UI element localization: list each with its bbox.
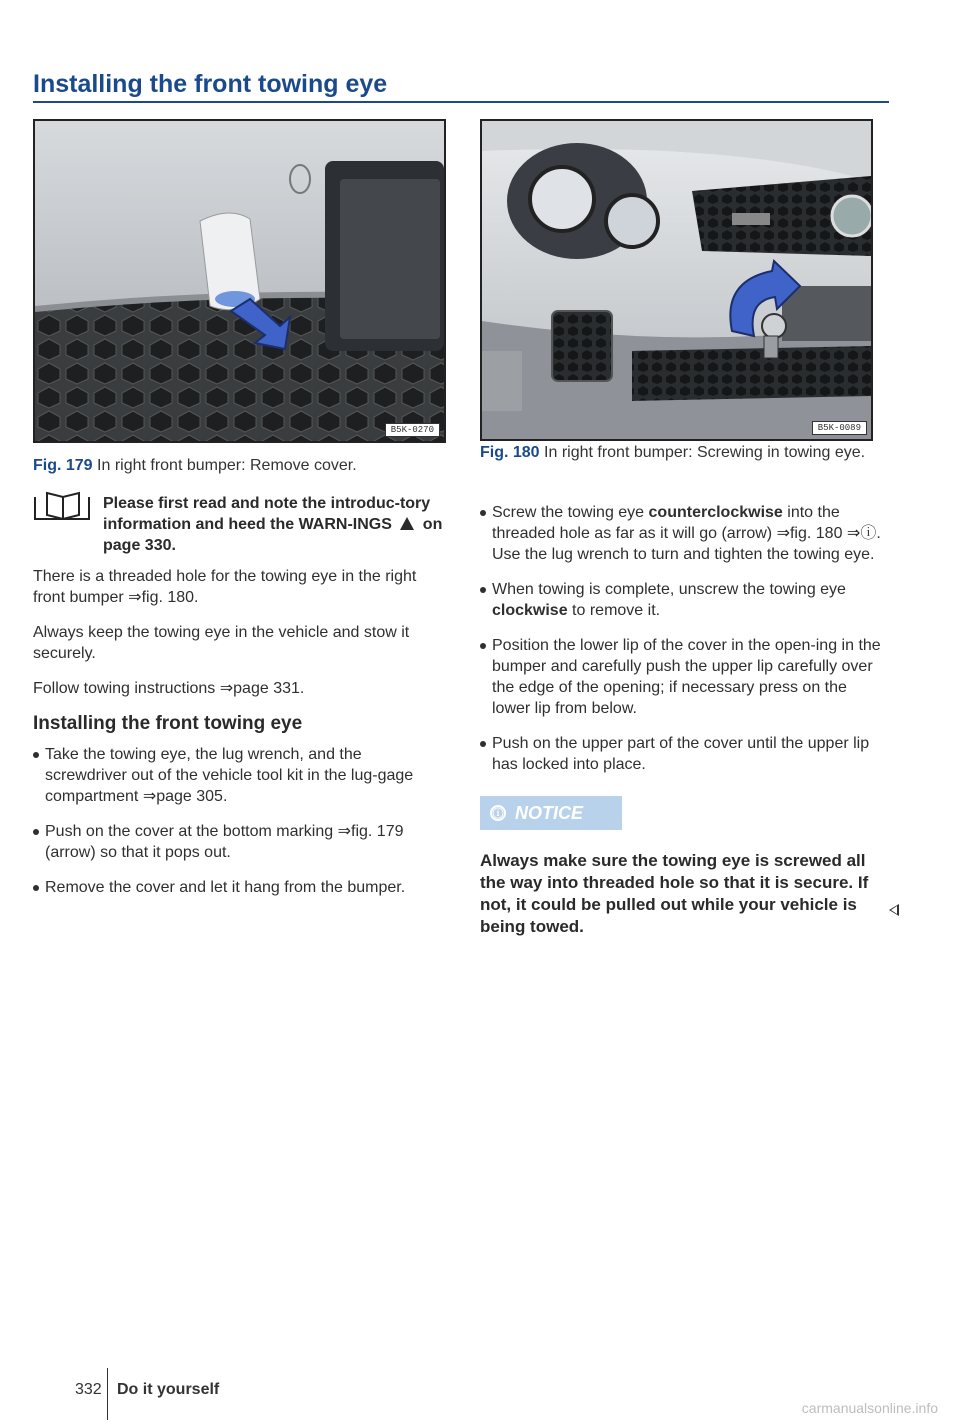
intro-note-main: Please first read and note the introduc-tory information and heed the WARN-INGS (103, 495, 431, 533)
bumper-cover-illustration (35, 121, 444, 441)
figure-180-code: B5K-0089 (812, 421, 867, 435)
page-title: Installing the front towing eye (33, 70, 388, 98)
list-item (33, 821, 443, 863)
step-text: Push on the cover at the bottom marking ⇒fig. 179 (arrow) so that it pops out. (45, 823, 404, 861)
step-text-part: to remove it. (567, 602, 661, 619)
step-text-part: Screw the towing eye (492, 504, 649, 521)
list-item (480, 635, 888, 719)
figure-180-number: Fig. 180 (480, 444, 540, 461)
list-item (33, 877, 443, 898)
info-circle-icon: ⓘ (490, 805, 506, 821)
paragraph-keep-towing-eye: Always keep the towing eye in the vehicle and stow it securely. (33, 624, 410, 662)
watermark: carmanualsonline.info (801, 1400, 938, 1416)
step-text: Push on the upper part of the cover until the upper lip has locked into place. (492, 735, 870, 773)
step-text: Position the lower lip of the cover in the open-ing in the bumper and carefully push the upper lip carefully over the edge of the opening; if necessary press on the lower lip from below. (492, 637, 881, 717)
left-column (33, 566, 443, 912)
emphasis-counterclockwise: counterclockwise (648, 504, 783, 521)
bullet-icon (480, 643, 486, 649)
bullet-icon (480, 510, 486, 516)
figure-180-caption-text: In right front bumper: Screwing in towing eye. (539, 444, 866, 461)
bullet-icon (33, 829, 39, 835)
paragraph-towing-instructions: Follow towing instructions ⇒page 331. (33, 680, 305, 697)
intro-note-text (33, 493, 443, 556)
right-column (480, 502, 888, 789)
figure-179-code: B5K-0270 (385, 423, 440, 437)
footer-section-title: Do it yourself (117, 1381, 220, 1398)
section-end-icon (889, 904, 899, 916)
figure-180-caption (480, 442, 885, 464)
warning-triangle-icon (400, 517, 414, 530)
notice-text: Always make sure the towing eye is screwed all the way into threaded hole so that it is secure. If not, it could be pulled out while your vehicle is being towed. (480, 851, 869, 936)
figure-180-image (480, 119, 873, 441)
bullet-icon (480, 741, 486, 747)
paragraph-threaded-hole: There is a threaded hole for the towing eye in the right front bumper ⇒fig. 180. (33, 568, 417, 606)
intro-note-page-ref: on page 330. (103, 516, 443, 554)
step-text (480, 579, 888, 621)
notice-label: NOTICE (515, 802, 584, 823)
step-text-part: When towing is complete, unscrew the towing eye (492, 581, 846, 598)
intro-note (33, 493, 443, 556)
list-item (480, 733, 888, 775)
bullet-icon (480, 587, 486, 593)
title-divider (33, 101, 889, 103)
figure-179-number: Fig. 179 (33, 457, 93, 474)
subheading: Installing the front towing eye (33, 713, 303, 734)
page-number: 332 (75, 1381, 102, 1398)
list-item (480, 502, 888, 565)
towing-eye-illustration (482, 121, 871, 439)
list-item (480, 579, 888, 621)
left-step-list (33, 744, 443, 898)
figure-179-caption (33, 455, 446, 477)
bullet-icon (33, 885, 39, 891)
footer-divider (107, 1368, 108, 1420)
figure-179-image (33, 119, 446, 443)
step-text: Take the towing eye, the lug wrench, and the screwdriver out of the vehicle tool kit in the lug-gage compartment ⇒page 305. (45, 746, 414, 805)
notice-label-box (480, 796, 622, 830)
emphasis-clockwise: clockwise (492, 602, 568, 619)
step-text: Remove the cover and let it hang from the bumper. (45, 879, 406, 896)
right-step-list (480, 502, 888, 775)
bullet-icon (33, 752, 39, 758)
list-item (33, 744, 443, 807)
figure-179-caption-text: In right front bumper: Remove cover. (92, 457, 357, 474)
step-text-part: into the threaded hole as far as it will go (arrow) ⇒fig. 180 ⇒ⓘ. Use the lug wrench to turn and tighten the towing eye. (492, 504, 881, 563)
step-text (480, 502, 888, 565)
